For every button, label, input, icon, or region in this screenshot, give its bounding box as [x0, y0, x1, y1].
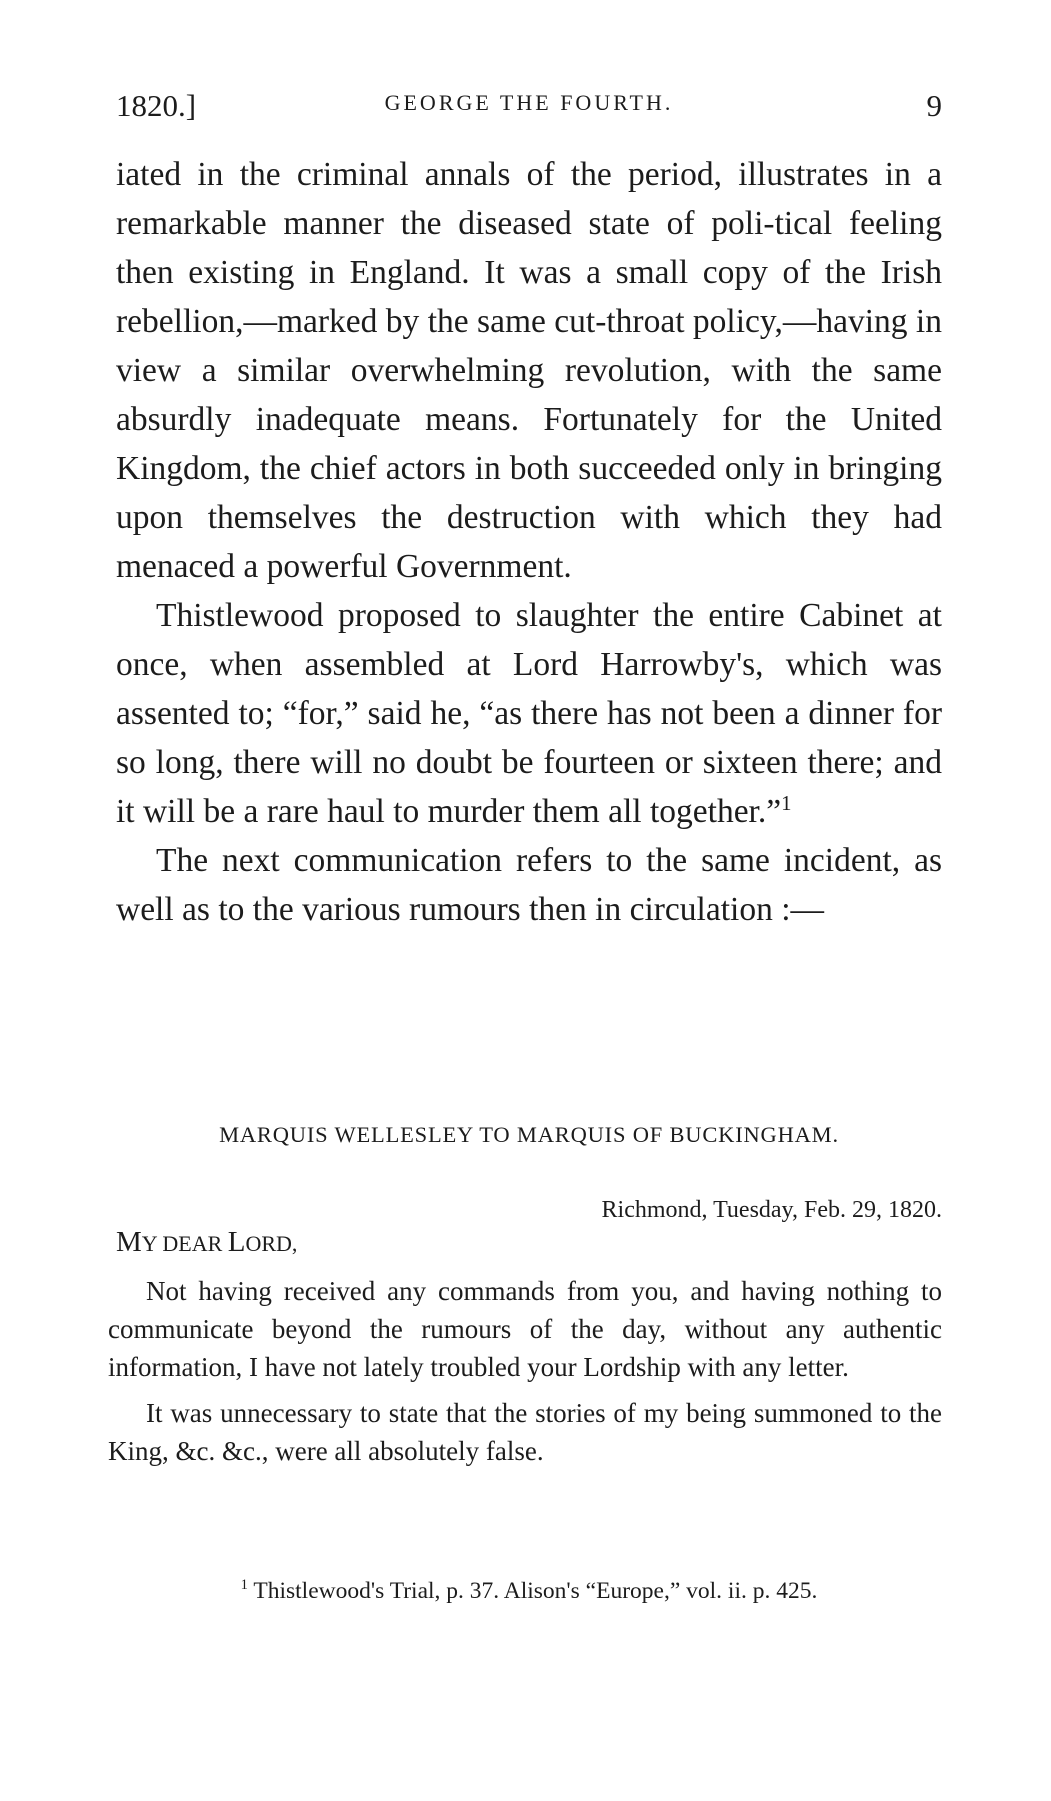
paragraph-thistlewood: [116, 591, 942, 836]
salutation-rest-1: Y DEAR: [141, 1231, 228, 1256]
letter-body: [108, 1272, 942, 1470]
salutation-initial-l: L: [227, 1226, 246, 1258]
page-number: 9: [926, 88, 942, 123]
paragraph-next-communication: The next communication refers to the same incident, as well as to the various rumours then in circulation :—: [116, 842, 942, 928]
letter-heading: MARQUIS WELLESLEY TO MARQUIS OF BUCKINGHAM.: [219, 1122, 839, 1147]
paragraph-continued: iated in the criminal annals of the period, illustrates in a remarkable manner the diseased state of poli-tical feeling then existing in England. It was a small copy of the Irish rebellion,—marked by the same cut-throat policy,—having in view a similar overwhelming revolution, with the same absurdly inadequate means. Fortunately for the United Kingdom, the chief actors in both succeeded only in bringing upon themselves the destruction with which they had menaced a powerful Government.: [116, 156, 942, 585]
footnote: [116, 1578, 942, 1605]
salutation-initial-m: M: [116, 1226, 142, 1258]
letter-paragraph: Not having received any commands from you, and having nothing to communicate beyond the rumours of the day, without any authentic information, I have not lately troubled your Lordship with any letter.: [108, 1276, 942, 1382]
footnote-marker: 1: [240, 1577, 248, 1594]
letter-paragraph: It was unnecessary to state that the stories of my being summoned to the King, &c. &c., were all absolutely false.: [108, 1398, 942, 1466]
footnote-text: Thistlewood's Trial, p. 37. Alison's “Europe,” vol. ii. p. 425.: [247, 1578, 818, 1604]
running-title: GEORGE THE FOURTH.: [384, 90, 674, 115]
main-text: [116, 150, 942, 934]
header-year: 1820.]: [116, 88, 197, 123]
running-header: [116, 88, 942, 128]
letter-salutation: [116, 1226, 297, 1259]
footnote-reference: 1: [781, 791, 792, 815]
letter-dateline: Richmond, Tuesday, Feb. 29, 1820.: [601, 1197, 942, 1223]
paragraph-thistlewood-text: Thistlewood proposed to slaughter the entire Cabinet at once, when assembled at Lord Harrowby's, which was assented to; “for,” said he, “as there has not been a dinner for so long, there will no doubt be fourteen or sixteen there; and it will be a rare haul to murder them all together.”: [116, 597, 942, 830]
salutation-rest-2: ORD,: [245, 1231, 298, 1256]
